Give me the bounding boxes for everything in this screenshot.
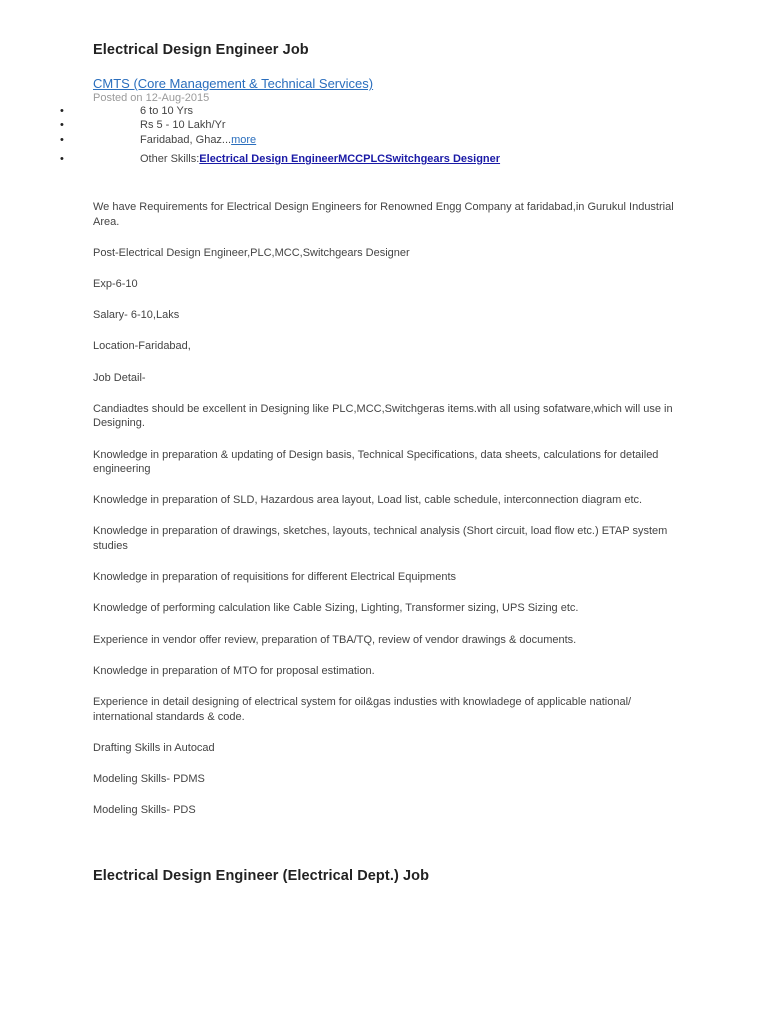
description-paragraph: Knowledge in preparation of requisitions for different Electrical Equipments (93, 571, 456, 584)
job-title: Electrical Design Engineer (Electrical Dept.) Job (93, 868, 430, 884)
location-text: Faridabad, Ghaz... (140, 134, 232, 146)
description-paragraph: Location-Faridabad, (93, 340, 191, 353)
experience-text: 6 to 10 Yrs (140, 105, 193, 117)
description-paragraph: Experience in detail designing of electrical system for oil&gas industies with knowladege of applicable national/ international standards & code. (93, 696, 632, 723)
description-paragraph: We have Requirements for Electrical Design Engineers for Renowned Engg Company at faridabad,in Gurukul Industrial Area. (93, 201, 674, 228)
posted-date: Posted on 12-Aug-2015 (93, 92, 210, 104)
job-description (93, 200, 683, 834)
description-paragraph: Knowledge in preparation & updating of Design basis, Technical Specifications, data sheets, calculations for detailed engineering (93, 448, 659, 476)
description-paragraph: Exp-6-10 (93, 277, 138, 290)
description-paragraph: Experience in vendor offer review, preparation of TBA/TQ, review of vendor drawings & documents. (93, 633, 577, 646)
other-skills-item (140, 152, 700, 166)
location-item (140, 133, 700, 147)
description-paragraph: Job Detail- (93, 371, 146, 384)
description-paragraph: Candiadtes should be excellent in Designing like PLC,MCC,Switchgeras items.with all using sofatware,which will use in Designing. (93, 402, 673, 430)
description-paragraph: Modeling Skills- PDMS (93, 772, 205, 785)
description-paragraph: Knowledge in preparation of MTO for proposal estimation. (93, 664, 375, 677)
description-paragraph: Knowledge in preparation of SLD, Hazardous area layout, Load list, cable schedule, interconnection diagram etc. (93, 494, 643, 507)
salary-item (140, 118, 700, 132)
description-paragraph: Drafting Skills in Autocad (93, 741, 215, 754)
experience-item (140, 104, 700, 118)
description-paragraph: Post-Electrical Design Engineer,PLC,MCC,Switchgears Designer (93, 246, 410, 259)
description-paragraph: Knowledge in preparation of drawings, sketches, layouts, technical analysis (Short circuit, load flow etc.) ETAP system studies (93, 525, 668, 553)
location-more-link[interactable]: more (231, 134, 257, 146)
description-paragraph: Salary- 6-10,Laks (93, 309, 180, 322)
other-skills-link[interactable]: Electrical Design EngineerMCCPLCSwitchgears Designer (199, 153, 501, 165)
company-link[interactable]: CMTS (Core Management & Technical Services) (93, 76, 374, 91)
description-paragraph: Modeling Skills- PDS (93, 804, 196, 817)
job-title: Electrical Design Engineer Job (93, 42, 309, 58)
other-skills-label: Other Skills: (140, 153, 200, 165)
description-paragraph: Knowledge of performing calculation like Cable Sizing, Lighting, Transformer sizing, UPS Sizing etc. (93, 602, 579, 615)
salary-text: Rs 5 - 10 Lakh/Yr (140, 119, 226, 131)
